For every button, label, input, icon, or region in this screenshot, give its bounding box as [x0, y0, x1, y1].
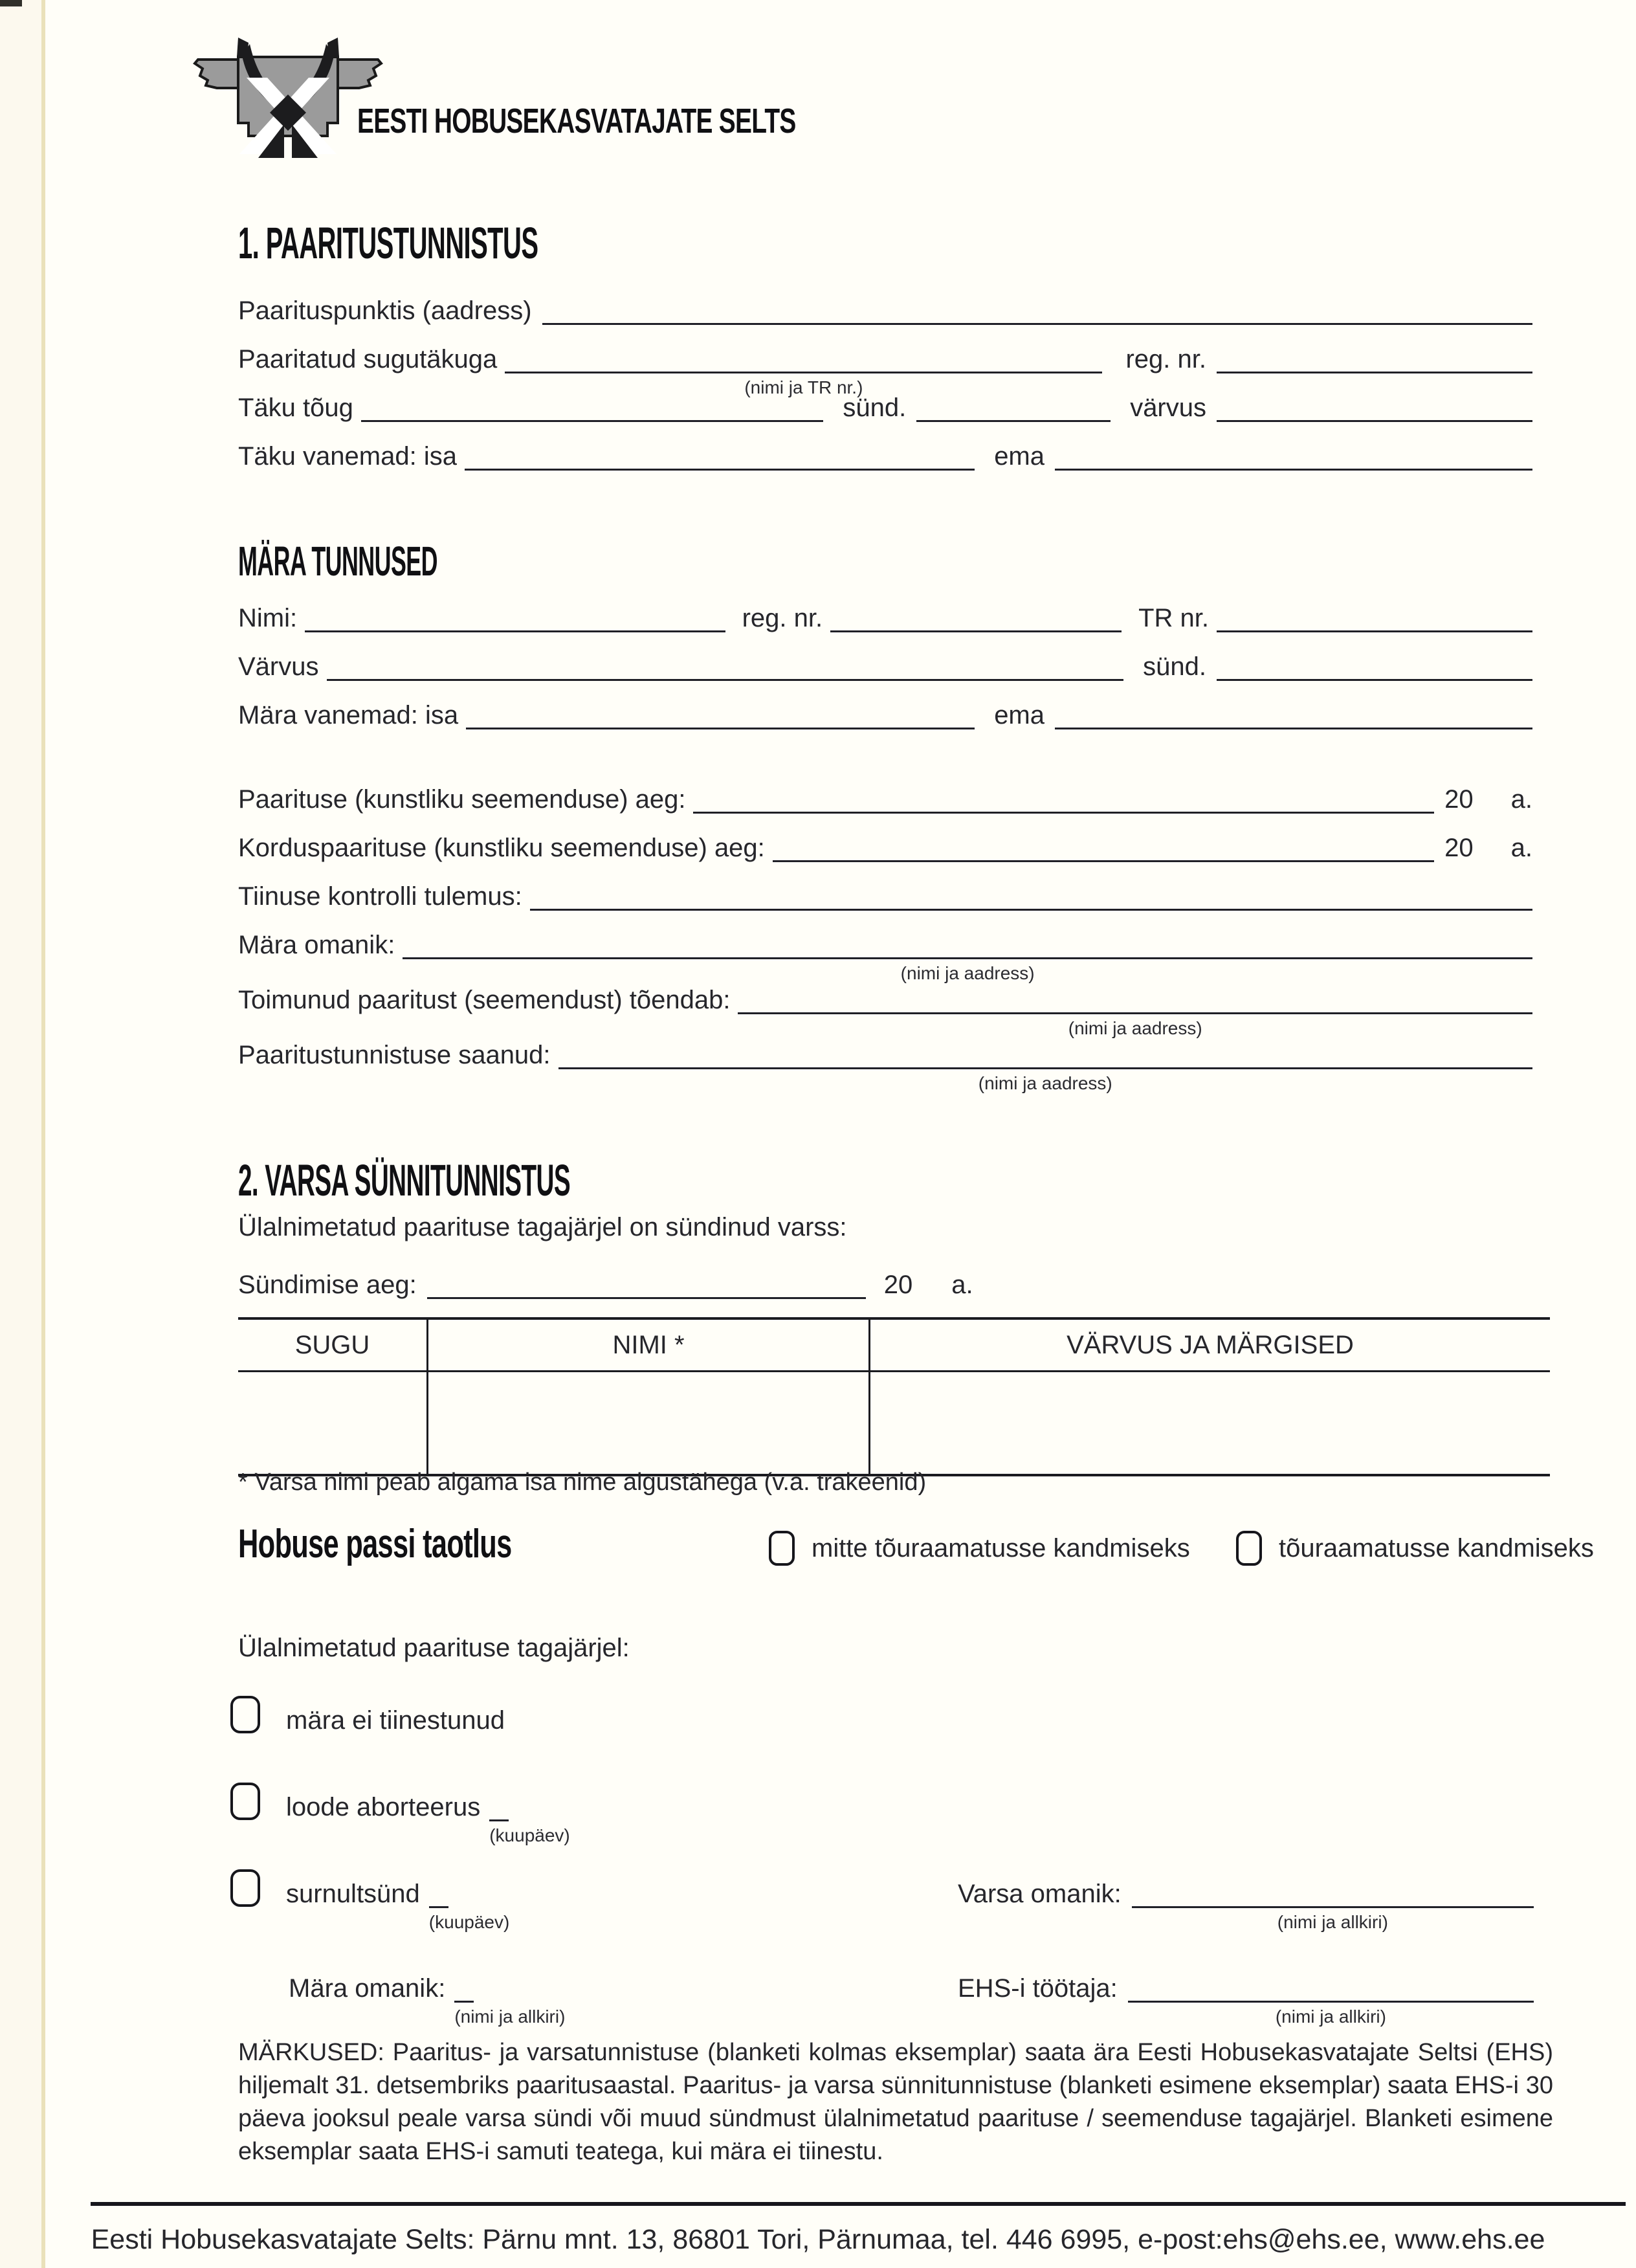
table-cell-nimi[interactable]: [428, 1372, 870, 1474]
checkbox-surnultsund[interactable]: [230, 1869, 260, 1907]
year-suffix: a.: [951, 1271, 973, 1299]
blank-line[interactable]: [693, 805, 1434, 814]
field-label: Toimunud paaritust (seemendust) tõendab:: [238, 986, 731, 1014]
year-suffix: a.: [1510, 834, 1532, 862]
blank-line[interactable]: [916, 414, 1111, 422]
field-label: Paarituspunktis (aadress): [238, 296, 532, 325]
field-hint: (kuupäev): [489, 1825, 570, 1845]
blank-line[interactable]: [305, 624, 725, 632]
field-hint: (nimi ja allkiri): [454, 2007, 566, 2027]
scan-artifact-left-strip: [0, 0, 41, 2268]
blank-line[interactable]: [327, 673, 1124, 681]
scan-artifact-corner: [0, 0, 22, 6]
field-sundimise-aeg: [238, 1265, 989, 1299]
section2-intro: Ülalnimetatud paarituse tagajärjel on sündinud varss:: [238, 1213, 847, 1241]
field-korduspaarituse-aeg: [238, 828, 1532, 862]
field-hint: (nimi ja aadress): [1068, 1018, 1202, 1038]
field-label: Mära vanemad: isa: [238, 701, 459, 729]
field-paaritatud-sugutakuga: [238, 340, 1532, 397]
table-cell-varvus[interactable]: [870, 1372, 1550, 1474]
option-label: mitte tõuraamatusse kandmiseks: [812, 1534, 1190, 1562]
field-varsa-omanik: [958, 1868, 1534, 1932]
field-label: Nimi:: [238, 604, 298, 632]
field-label: Tiinuse kontrolli tulemus:: [238, 882, 522, 911]
blank-line[interactable]: [454, 1994, 474, 2003]
blank-line[interactable]: [1132, 1900, 1534, 1908]
blank-line[interactable]: [558, 1061, 1532, 1069]
field-label: EHS-i töötaja:: [958, 1974, 1118, 2003]
section2-title: 2. VARSA SÜNNITUNNISTUS: [238, 1155, 571, 1205]
field-label: Paaritatud sugutäkuga: [238, 345, 498, 373]
blank-line[interactable]: [738, 1006, 1532, 1014]
checkbox-loode-aborteerus[interactable]: [230, 1783, 260, 1820]
field-hint: (nimi ja aadress): [978, 1073, 1112, 1093]
blank-line-group: [1128, 1994, 1534, 2027]
blank-line[interactable]: [505, 365, 1102, 373]
blank-line-group: [558, 1061, 1532, 1093]
field-label: reg. nr.: [742, 604, 823, 632]
notes-paragraph: MÄRKUSED: Paaritus- ja varsatunnistuse (blanketi kolmas eksemplar) saata ära Eesti Hobusekasvatajate Seltsi (EHS) hiljemalt 31. detsembriks paaritusaastal. Paaritus- ja varsa sünnitunnistuse (blanketi esimene eksemplar) saata EHS-i 30 päeva jooksul peale varsa sündi või muud sündmust ülalnimetatud paarituse / seemenduse tagajärjel. Blanketi esimene eksemplar saata EHS-i samuti teatega, kui mära ei tiinestu.: [238, 2039, 1553, 2165]
checkbox-touraamatusse[interactable]: [1236, 1531, 1262, 1566]
option-label: tõuraamatusse kandmiseks: [1279, 1534, 1594, 1562]
blank-line[interactable]: [465, 462, 975, 471]
field-label: TR nr.: [1138, 604, 1209, 632]
field-label: Korduspaarituse (kunstliku seemenduse) aeg:: [238, 834, 765, 862]
field-label: reg. nr.: [1125, 345, 1206, 373]
blank-line-group: [1132, 1900, 1534, 1932]
blank-line-group: [738, 1006, 1532, 1038]
field-hint: (nimi ja allkiri): [1275, 2007, 1386, 2027]
field-tunnistuse-saanud: [238, 1036, 1532, 1093]
year-suffix: a.: [1510, 785, 1532, 814]
blank-line[interactable]: [530, 902, 1532, 911]
blank-line[interactable]: [429, 1900, 448, 1908]
blank-line[interactable]: [830, 624, 1122, 632]
field-label: Varsa omanik:: [958, 1880, 1122, 1908]
column-header-sugu: SUGU: [238, 1320, 428, 1372]
blank-line-group: [454, 1994, 566, 2027]
year-prefix: 20: [883, 1271, 913, 1299]
column-header-nimi: NIMI *: [428, 1320, 870, 1372]
field-mara-nimi: [238, 599, 1532, 632]
blank-line[interactable]: [542, 317, 1532, 325]
blank-line[interactable]: [403, 951, 1532, 959]
blank-line[interactable]: [1217, 624, 1532, 632]
field-mara-varvus: [238, 647, 1532, 681]
outcome-option-surnultsund: [230, 1868, 510, 1932]
field-label: sünd.: [843, 394, 907, 422]
field-label: Värvus: [238, 652, 319, 681]
field-tiinuse-kontroll: [238, 877, 1532, 911]
checkbox-mara-ei-tiinestunud[interactable]: [230, 1696, 260, 1733]
year-prefix: 20: [1444, 834, 1474, 862]
field-mara-vanemad: [238, 696, 1532, 729]
blank-line[interactable]: [489, 1813, 509, 1821]
scan-artifact-fold-line: [41, 0, 45, 2268]
field-label: ema: [994, 442, 1045, 471]
field-label: Sündimise aeg:: [238, 1271, 417, 1299]
passport-option-2: [1236, 1529, 1594, 1568]
footer-contact-line: Eesti Hobusekasvatajate Selts: Pärnu mnt. 13, 86801 Tori, Pärnumaa, tel. 446 6995, e-post:ehs@ehs.ee, www.ehs.ee: [91, 2224, 1545, 2255]
table-footnote: * Varsa nimi peab algama isa nime algustähega (v.a. trakeenid): [238, 1469, 927, 1496]
table-cell-sugu[interactable]: [238, 1372, 428, 1474]
blank-line[interactable]: [427, 1291, 866, 1299]
blank-line[interactable]: [1055, 721, 1532, 729]
checkbox-mitte-touraamatusse[interactable]: [769, 1531, 795, 1566]
blank-line-group: [428, 1900, 510, 1932]
option-label: mära ei tiinestunud: [286, 1706, 505, 1735]
outcome-intro: Ülalnimetatud paarituse tagajärjel:: [238, 1634, 630, 1662]
field-mara-omanik: [238, 926, 1532, 983]
passport-option-1: [769, 1529, 1190, 1568]
field-mara-omanik-allkiri: [289, 1962, 566, 2027]
field-label: Täku tõug: [238, 394, 353, 422]
blank-line-group: [505, 365, 1102, 397]
field-label: Paaritustunnistuse saanud:: [238, 1041, 551, 1069]
foal-table: [238, 1317, 1550, 1476]
blank-line[interactable]: [773, 854, 1434, 862]
footer-divider: [91, 2202, 1626, 2206]
field-label: sünd.: [1143, 652, 1206, 681]
blank-line[interactable]: [1217, 673, 1532, 681]
blank-line[interactable]: [1217, 365, 1532, 373]
field-hint: (nimi ja aadress): [900, 963, 1035, 983]
blank-line-group: [489, 1813, 570, 1845]
field-hint: (nimi ja TR nr.): [744, 377, 863, 397]
field-label: värvus: [1130, 394, 1206, 422]
blank-line[interactable]: [466, 721, 975, 729]
field-taku-vanemad: [238, 437, 1532, 471]
year-prefix: 20: [1444, 785, 1474, 814]
outcome-option-aborteerus: [230, 1781, 570, 1845]
field-ehs-tootaja: [958, 1962, 1534, 2027]
field-hint: (kuupäev): [428, 1912, 510, 1932]
outcome-option-tiinestunud: [230, 1695, 505, 1735]
field-hint: (nimi ja allkiri): [1277, 1912, 1388, 1932]
blank-line[interactable]: [1217, 414, 1532, 422]
field-label: Paarituse (kunstliku seemenduse) aeg:: [238, 785, 686, 814]
blank-line[interactable]: [1128, 1994, 1534, 2003]
field-label: Mära omanik:: [289, 1974, 446, 2003]
org-title: EESTI HOBUSEKASVATAJATE SELTS: [357, 102, 796, 140]
field-taku-toug: [238, 388, 1532, 422]
field-label: Mära omanik:: [238, 931, 395, 959]
blank-line[interactable]: [1055, 462, 1532, 471]
mare-section-title: MÄRA TUNNUSED: [238, 538, 437, 584]
blank-line[interactable]: [361, 414, 823, 422]
passport-title: Hobuse passi taotlus: [238, 1522, 512, 1566]
field-label: Täku vanemad: isa: [238, 442, 457, 471]
section1-title: 1. PAARITUSTUNNISTUS: [238, 218, 538, 268]
option-label: surnultsünd: [286, 1880, 420, 1908]
option-label: loode aborteerus: [286, 1793, 481, 1821]
column-header-varvus: VÄRVUS JA MÄRGISED: [870, 1320, 1550, 1372]
blank-line-group: [403, 951, 1532, 983]
field-paarituspunktis: [238, 291, 1532, 325]
field-label: ema: [994, 701, 1045, 729]
field-paarituse-aeg: [238, 780, 1532, 814]
field-toendab: [238, 981, 1532, 1038]
